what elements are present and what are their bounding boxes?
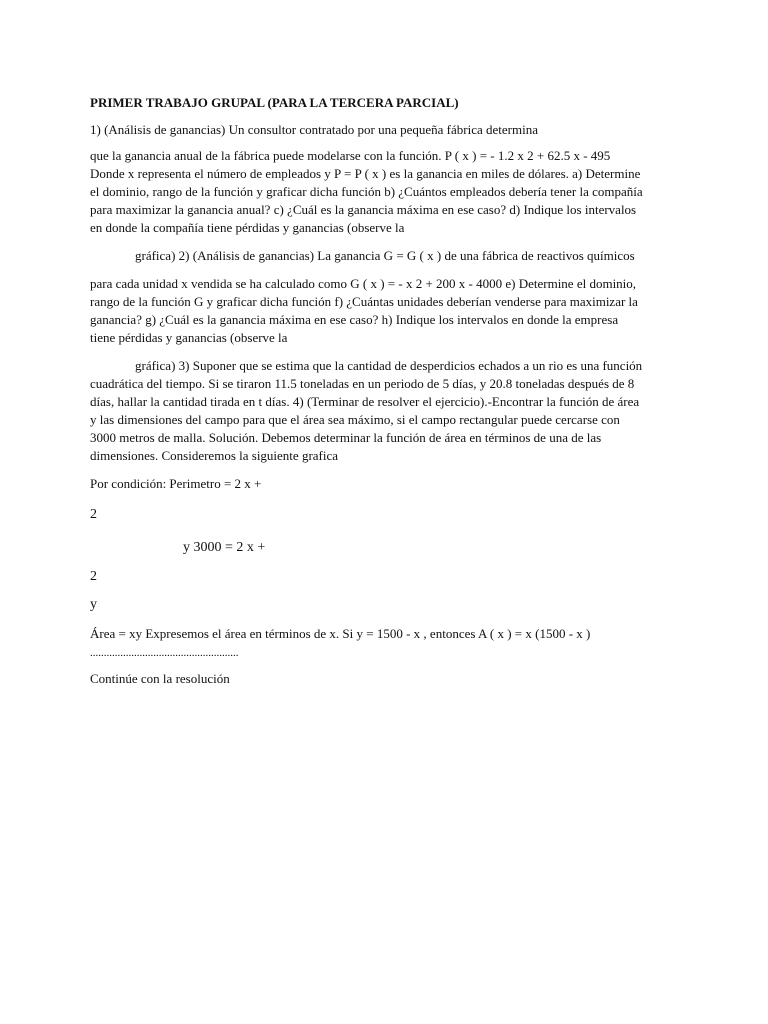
text-line: dimensiones. Consideremos la siguiente grafica	[90, 448, 339, 463]
text-line: rango de la función G y graficar dicha función f) ¿Cuántas unidades deberían venderse para maximizar la	[90, 294, 638, 309]
text-line: cuadrática del tiempo. Si se tiraron 11.5 toneladas en un periodo de 5 días, y 20.8 toneladas después de 8	[90, 376, 635, 391]
text-line: para cada unidad x vendida se ha calculado como G ( x ) = - x 2 + 200 x - 4000 e) Determine el dominio,	[90, 276, 637, 291]
text-line: 2	[90, 569, 97, 584]
text-line: Área = xy Expresemos el área en términos de x. Si y = 1500 - x , entonces A ( x ) = x (1500 - x )	[90, 626, 591, 641]
text-line: y las dimensiones del campo para que el área sea máximo, si el campo rectangular puede cercarse con	[90, 412, 620, 427]
text-line: y	[90, 597, 97, 612]
text-line: 1) (Análisis de ganancias) Un consultor contratado por una pequeña fábrica determina	[90, 122, 538, 137]
text-line: tiene pérdidas y ganancias (observe la	[90, 330, 288, 345]
text-line: para maximizar la ganancia anual? c) ¿Cuál es la ganancia máxima en ese caso? d) Indique los intervalos	[90, 202, 637, 217]
text-line: Continúe con la resolución	[90, 671, 230, 686]
text-line: el dominio, rango de la función y graficar dicha función b) ¿Cuántos empleados debería tener la compañía	[90, 184, 643, 199]
text-line: ganancia? g) ¿Cuál es la ganancia máxima en ese caso? h) Indique los intervalos en donde la empresa	[90, 312, 619, 327]
text-line: que la ganancia anual de la fábrica puede modelarse con la función. P ( x ) = - 1.2 x 2 + 62.5 x - 495	[90, 148, 611, 163]
text-line: gráfica) 3) Suponer que se estima que la cantidad de desperdicios echados a un rio es una función	[135, 358, 643, 373]
dotted-separator: ......................................................	[90, 647, 239, 659]
text-line: Donde x representa el número de empleados y P = P ( x ) es la ganancia en miles de dólares. a) Determine	[90, 166, 641, 181]
text-line: gráfica) 2) (Análisis de ganancias) La ganancia G = G ( x ) de una fábrica de reactivos químicos	[135, 248, 635, 263]
text-line: y 3000 = 2 x +	[183, 540, 266, 555]
text-line: 3000 metros de malla. Solución. Debemos determinar la función de área en términos de una de las	[90, 430, 602, 445]
text-line: días, hallar la cantidad tirada en t días. 4) (Terminar de resolver el ejercicio).-Encontrar la función de área	[90, 394, 640, 409]
text-line: Por condición: Perimetro = 2 x +	[90, 476, 262, 491]
text-line: en donde la compañía tiene pérdidas y ganancias (observe la	[90, 220, 405, 235]
document-title: PRIMER TRABAJO GRUPAL (PARA LA TERCERA PARCIAL)	[90, 95, 459, 110]
text-line: 2	[90, 507, 97, 522]
